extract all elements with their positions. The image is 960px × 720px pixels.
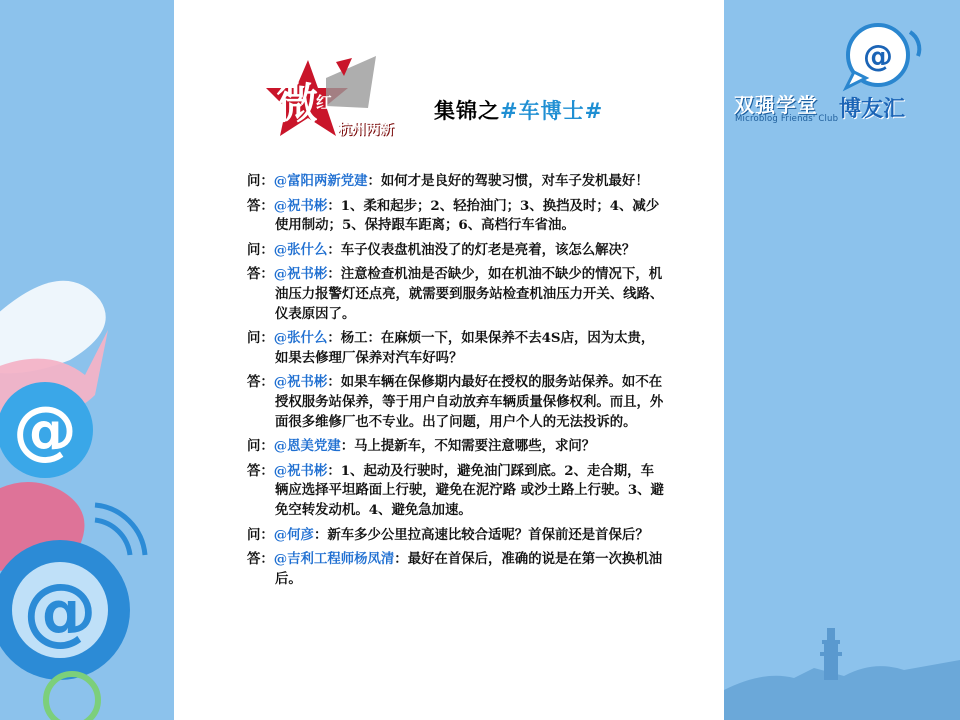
title-prefix: 集锦之 [434, 98, 500, 123]
qa-prefix: 问： [247, 438, 274, 455]
qa-text: 1、柔和起步；2、轻抬油门；3、换挡及时；4、减少使用制动；5、保持跟车距离；6、高档行车省油。 [275, 197, 660, 234]
qa-user-link[interactable]: @祝书彬 [273, 266, 328, 283]
qa-item [247, 526, 667, 546]
qa-separator: ： [313, 526, 328, 543]
qa-item [247, 373, 667, 432]
brand-right-text: 博友汇 [839, 97, 906, 122]
qa-user-link[interactable]: @祝书彬 [273, 462, 328, 479]
qa-separator: ： [367, 173, 381, 189]
qa-prefix: 答： [247, 551, 274, 568]
qa-item [247, 437, 667, 457]
qa-user-link[interactable]: @祝书彬 [273, 374, 328, 391]
svg-text:@: @ [13, 394, 77, 468]
qa-separator: ： [394, 551, 408, 568]
qa-text: 1、起动及行驶时，避免油门踩到底。2、走合期，车辆应选择平坦路面上行驶，避免在泥泞路 或沙土路上行驶。3、避免空转发动机。4、避免急加速。 [275, 462, 664, 518]
qa-prefix: 问： [247, 330, 274, 347]
page-title [434, 95, 603, 125]
qa-user-link[interactable]: @张什么 [273, 241, 328, 258]
qa-text: 如何才是良好的驾驶习惯，对车子发机最好！ [380, 173, 649, 189]
brand-main-text: 双强学堂 [734, 93, 818, 117]
qa-item [247, 241, 667, 261]
title-hashtag[interactable]: #车博士# [500, 98, 604, 123]
qa-text: 注意检查机油是否缺少，如在机油不缺少的情况下，机油压力报警灯还点亮，就需要到服务站检查机油压力开关、线路、仪表原因了。 [275, 266, 664, 322]
svg-text:@: @ [23, 568, 97, 654]
left-decor-graphic [0, 0, 174, 720]
qa-item [247, 265, 667, 324]
qa-prefix: 问： [247, 526, 274, 543]
qa-separator: ： [327, 266, 341, 283]
qa-item [247, 197, 667, 236]
qa-text: 新车多少公里拉高速比较合适呢？首保前还是首保后？ [327, 526, 649, 543]
qa-prefix: 答： [247, 266, 274, 283]
qa-separator: ： [327, 241, 341, 258]
qa-separator: ： [340, 438, 355, 455]
qa-prefix: 问： [247, 241, 274, 258]
qa-user-link[interactable]: @张什么 [273, 330, 328, 347]
svg-text:@: @ [863, 39, 893, 74]
qa-prefix: 问： [247, 173, 274, 189]
left-decor-panel [0, 0, 174, 720]
qa-prefix: 答： [247, 462, 274, 479]
qa-item [247, 172, 667, 192]
qa-prefix: 答： [247, 374, 274, 391]
qa-item [247, 550, 667, 589]
qa-user-link[interactable]: @富阳两新党建 [273, 173, 368, 189]
logo-caption: 杭州两新 [338, 122, 394, 138]
qa-separator: ： [327, 374, 341, 391]
logo-char: 微 [276, 79, 319, 128]
qa-user-link[interactable]: @吉利工程师杨凤清 [273, 551, 395, 568]
qa-prefix: 答： [247, 197, 274, 214]
qa-item [247, 462, 667, 521]
qa-separator: ： [327, 197, 341, 214]
qa-user-link[interactable]: @何彦 [273, 526, 314, 543]
qa-separator: ： [327, 462, 341, 479]
qa-user-link[interactable]: @恩美党建 [273, 438, 341, 455]
qa-list [247, 172, 667, 594]
brand-sub-text: Microblog Friends' Club [735, 114, 839, 124]
qa-user-link[interactable]: @祝书彬 [273, 197, 328, 214]
qa-text: 马上提新车，不知需要注意哪些，求问？ [354, 438, 596, 455]
qa-text: 杨工：在麻烦一下，如果保养不去4S店，因为太贵，如果去修理厂保养对汽车好吗？ [275, 330, 655, 366]
qa-item [247, 329, 667, 368]
logo-sub-char: 红 [316, 93, 333, 112]
qa-text: 如果车辆在保修期内最好在授权的服务站保养。如不在授权服务站保养，等于用户自动放弃车辆质量保修权利。而且，外面很多维修厂也不专业。出了问题，用户个人的无法投诉的。 [275, 374, 664, 430]
qa-text: 车子仪表盘机油没了的灯老是亮着，该怎么解决？ [340, 241, 636, 258]
qa-separator: ： [327, 330, 341, 347]
qa-text: 最好在首保后，准确的说是在第一次换机油后。 [275, 551, 663, 587]
